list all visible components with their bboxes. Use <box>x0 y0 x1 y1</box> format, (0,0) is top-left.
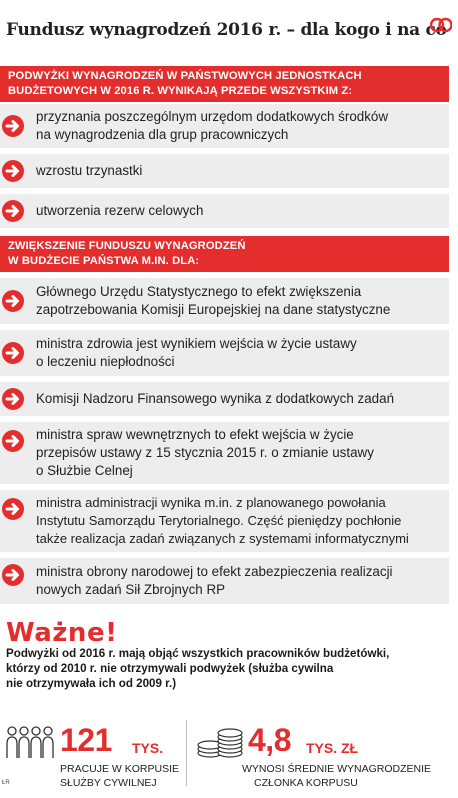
stat-label <box>242 762 431 790</box>
list-item <box>0 194 449 228</box>
item-text-line: na wynagrodzenia dla grup pracowniczych <box>36 127 289 142</box>
list-item <box>0 422 449 484</box>
item-text-line: ministra obrony narodowej to efekt zabezpieczenia realizacji <box>36 564 393 579</box>
stat-label-line: WYNOSI ŚREDNIE WYNAGRODZENIE <box>242 763 432 775</box>
item-text-line: nowych zadań Sił Zbrojnych RP <box>36 582 226 597</box>
stat-unit: TYS. <box>132 740 164 756</box>
arrow-right-icon <box>2 200 24 222</box>
item-text-line: Głównego Urzędu Statystycznego to efekt zwiększenia <box>36 284 362 299</box>
arrow-right-icon <box>2 388 24 410</box>
list-item <box>0 104 449 148</box>
list-item <box>0 330 449 376</box>
people-icon <box>4 724 54 760</box>
list-item <box>0 490 449 552</box>
section2-header-line: ZWIĘKSZENIE FUNDUSZU WYNAGRODZEŃ <box>8 240 246 252</box>
important-text-line: Podwyżki od 2016 r. mają objąć wszystkich pracowników budżetówki, <box>6 647 390 660</box>
section1-header-line: PODWYŻKI WYNAGRODZEŃ W PAŃSTWOWYCH JEDNOSTKACH <box>8 70 362 82</box>
stat-label-line: SŁUŻBY CYWILNEJ <box>60 777 157 789</box>
item-text-line: ministra zdrowia jest wynikiem wejścia w życie ustawy <box>36 336 357 351</box>
item-text-line: także realizacja zadań związanych z systemami informatycznymi <box>36 531 409 546</box>
section1-header-line: BUDŻETOWYCH W 2016 R. WYNIKAJĄ PRZEDE WSZYSTKIM Z: <box>8 85 353 97</box>
arrow-right-icon <box>2 430 24 452</box>
coins-icon <box>196 726 244 760</box>
important-heading: Ważne! <box>6 618 118 648</box>
stat-label-line: PRACUJE W KORPUSIE <box>60 763 180 775</box>
item-text-line: zapotrzebowania Komisji Europejskiej na dane statystyczne <box>36 302 391 317</box>
stat-label-line: CZŁONKA KORPUSU <box>254 777 358 789</box>
important-text-line: nie otrzymywała ich od 2009 r.) <box>6 677 177 690</box>
logo-icon <box>430 16 452 34</box>
section2-header-line: W BUDŻECIE PAŃSTWA M.IN. DLA: <box>8 255 200 267</box>
item-text-line: Instytutu Samorządu Terytorialnego. Część pieniędzy pochłonie <box>36 513 402 528</box>
item-text-line: wzrostu trzynastki <box>36 163 143 178</box>
item-text-line: Komisji Nadzoru Finansowego wynika z dodatkowych zadań <box>36 391 395 406</box>
stat-label <box>60 762 179 790</box>
list-item <box>0 278 449 324</box>
arrow-right-icon <box>2 115 24 137</box>
section2-header <box>0 236 449 272</box>
divider <box>186 720 187 786</box>
item-text-line: przyznania poszczególnym urzędom dodatkowych środków <box>36 109 389 124</box>
arrow-right-icon <box>2 498 24 520</box>
item-text-line: o leczeniu niepłodności <box>36 354 175 369</box>
arrow-right-icon <box>2 342 24 364</box>
arrow-right-icon <box>2 290 24 312</box>
list-item <box>0 154 449 188</box>
important-text <box>6 646 446 691</box>
stat-unit: TYS. ZŁ <box>306 740 359 756</box>
item-text-line: utworzenia rezerw celowych <box>36 203 204 218</box>
item-text-line: ministra spraw wewnętrznych to efekt wejścia w życie <box>36 427 354 442</box>
item-text-line: przepisów ustawy z 15 stycznia 2015 r. o zmianie ustawy <box>36 445 374 460</box>
list-item <box>0 558 449 604</box>
arrow-right-icon <box>2 160 24 182</box>
important-text-line: którzy od 2010 r. nie otrzymywali podwyżek (służba cywilna <box>6 662 334 675</box>
credit: ŁR <box>2 780 10 786</box>
stat-number: 4,8 <box>248 722 291 758</box>
page-title: Fundusz wynagrodzeń 2016 r. – dla kogo i na co <box>6 20 447 40</box>
section1-header <box>0 66 449 102</box>
stat-number: 121 <box>60 722 112 758</box>
list-item <box>0 382 449 416</box>
item-text-line: o Służbie Celnej <box>36 463 133 478</box>
arrow-right-icon <box>2 564 24 586</box>
item-text-line: ministra administracji wynika m.in. z planowanego powołania <box>36 495 386 510</box>
